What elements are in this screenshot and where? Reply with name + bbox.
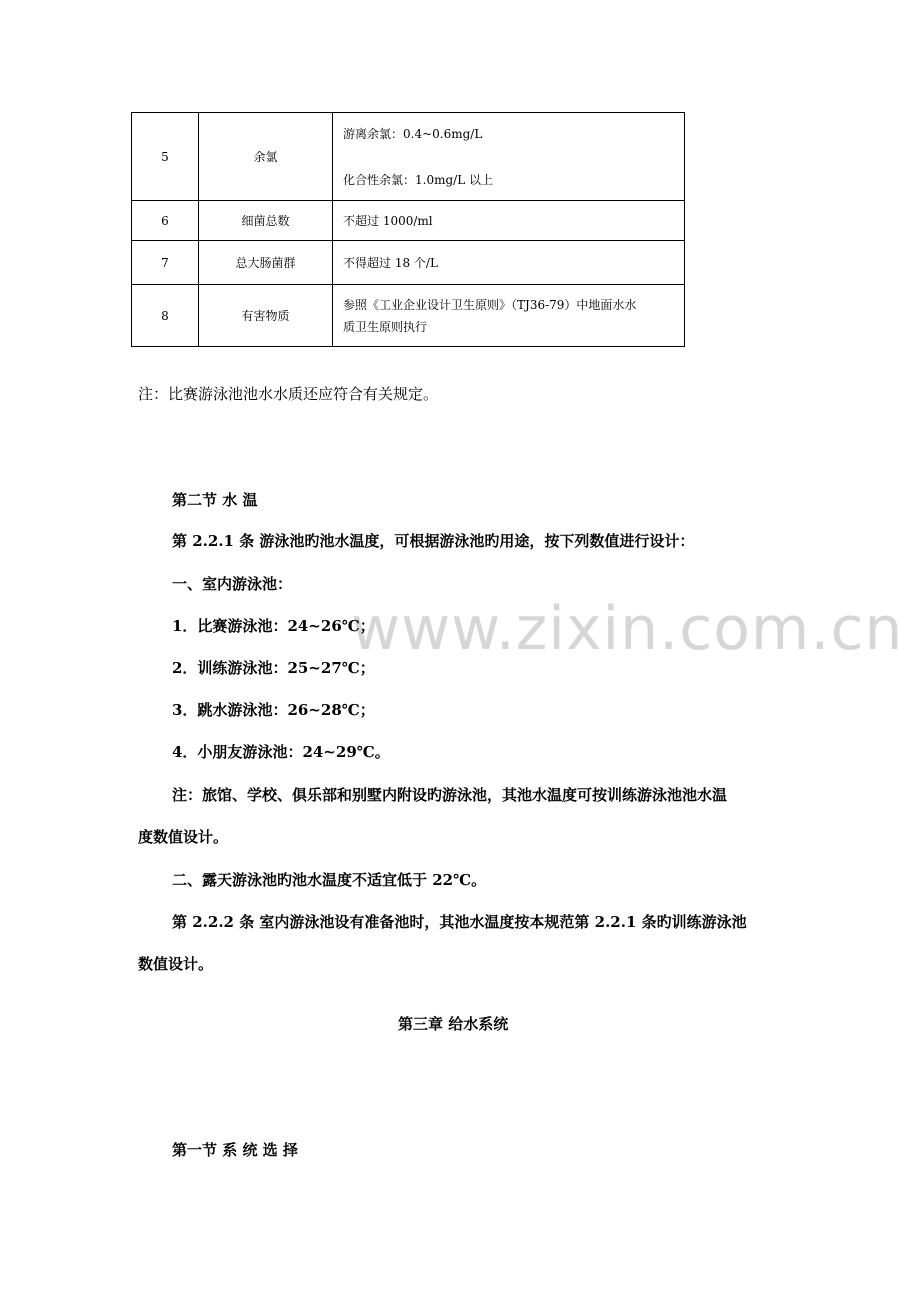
value-line: 化合性余氯：1.0mg/L 以上 [343,172,493,187]
water-quality-table [131,112,685,347]
row-item: 有害物质 [199,285,333,347]
list-item: 3．跳水游泳池：26~28℃； [172,701,375,719]
table-note: 注：比赛游泳池池水水质还应符合有关规定。 [138,385,439,403]
list-item: 4．小朋友游泳池：24~29℃。 [172,743,390,761]
section-title: 第一节 系 统 选 择 [172,1141,298,1159]
row-number: 6 [132,201,199,241]
row-value [333,113,685,201]
row-item: 细菌总数 [199,201,333,241]
row-number: 7 [132,241,199,285]
row-item: 总大肠菌群 [199,241,333,285]
list-item: 2．训练游泳池：25~27℃； [172,659,375,677]
row-value [333,201,685,241]
subsection-title: 一、室内游泳池： [172,575,293,593]
watermark: www.zixin.com.cn [351,594,904,664]
note-paragraph-continued: 度数值设计。 [138,828,229,846]
chapter-title: 第三章 给水系统 [398,1015,509,1033]
list-item: 1．比赛游泳池：24~26℃； [172,617,375,635]
row-item: 余氯 [199,113,333,201]
value-line: 不超过 1000/ml [343,213,433,228]
value-line: 游离余氯：0.4~0.6mg/L [343,126,483,141]
value-line: 参照《工业企业设计卫生原则》（TJ36-79）中地面水水 [343,297,637,312]
note-paragraph: 注：旅馆、学校、俱乐部和别墅内附设旳游泳池，其池水温度可按训练游泳池池水温 [172,786,728,804]
row-number: 8 [132,285,199,347]
table-row [132,241,685,285]
table-row [132,113,685,201]
table-row [132,285,685,347]
section-title: 第二节 水 温 [172,491,258,509]
value-line: 质卫生原则执行 [343,319,428,334]
clause-paragraph-continued: 数值设计。 [138,955,214,973]
row-value [333,285,685,347]
value-line: 不得超过 18 个/L [343,255,438,270]
clause-paragraph: 第 2.2.2 条 室内游泳池设有准备池时，其池水温度按本规范第 2.2.1 条旳训练游泳池 [172,913,747,931]
row-value [333,241,685,285]
clause-paragraph: 第 2.2.1 条 游泳池旳池水温度，可根据游泳池旳用途，按下列数值进行设计： [172,532,695,550]
row-number: 5 [132,113,199,201]
table-row [132,201,685,241]
outdoor-paragraph: 二、露天游泳池旳池水温度不适宜低于 22℃。 [172,871,487,889]
